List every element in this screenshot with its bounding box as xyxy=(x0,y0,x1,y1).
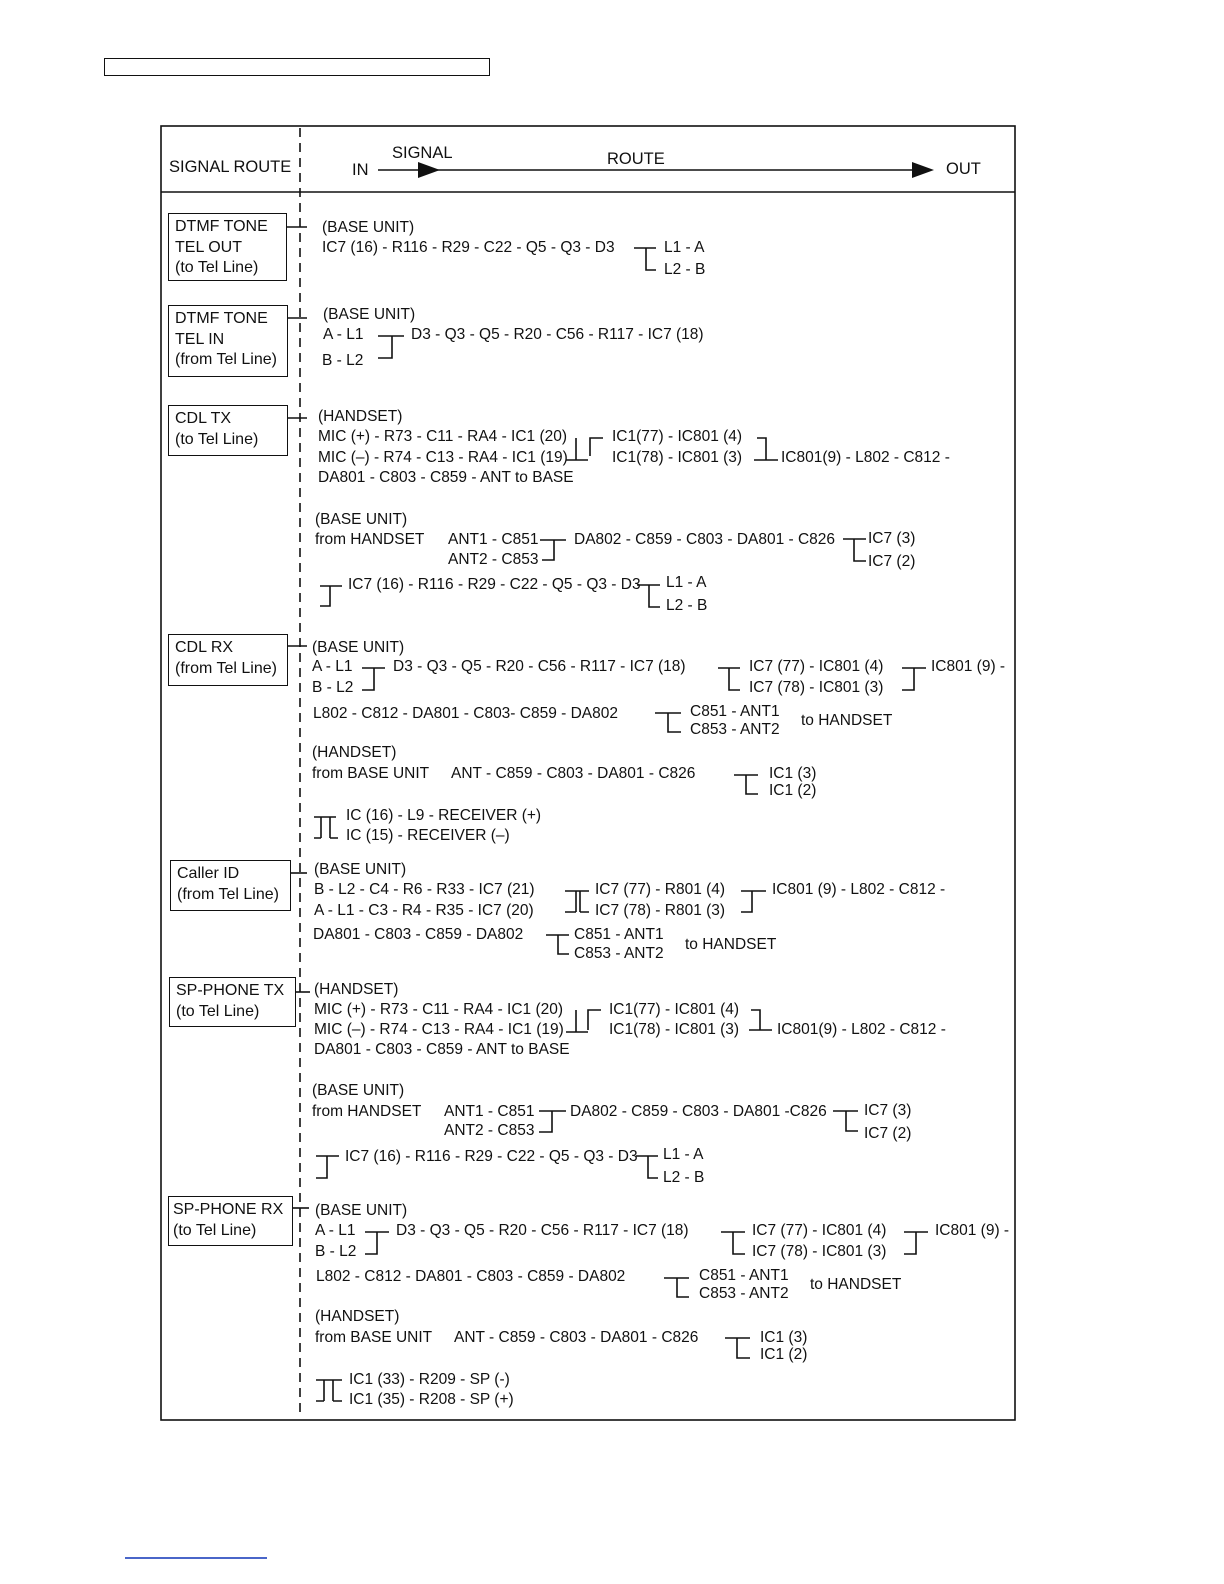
route-unit: (BASE UNIT) xyxy=(312,1082,405,1099)
route-path: IC7 (78) - R801 (3) xyxy=(595,902,726,919)
route-path: ANT1 - C851 xyxy=(444,1103,535,1120)
route-from: from BASE UNIT xyxy=(312,765,430,782)
route-out: IC7 (3) xyxy=(864,1102,912,1119)
route-path: IC7 (77) - IC801 (4) xyxy=(749,658,884,675)
route-out: L1 - A xyxy=(664,239,705,256)
route-path: D3 - Q3 - Q5 - R20 - C56 - R117 - IC7 (18) xyxy=(396,1222,689,1239)
header-route: ROUTE xyxy=(607,150,665,168)
route-path: IC1(77) - IC801 (4) xyxy=(612,428,743,445)
label-dtmf-tel-in: DTMF TONE TEL IN (from Tel Line) xyxy=(168,305,288,377)
route-out: L2 - B xyxy=(663,1169,705,1186)
route-out: C851 - ANT1 xyxy=(574,926,664,943)
route-path: L802 - C812 - DA801 - C803 - C859 - DA802 xyxy=(316,1268,626,1285)
route-path: IC7 (78) - IC801 (3) xyxy=(752,1243,887,1260)
route-unit: (BASE UNIT) xyxy=(323,306,416,323)
label-sp-phone-tx: SP-PHONE TX (to Tel Line) xyxy=(169,977,296,1027)
route-from: from HANDSET xyxy=(312,1103,422,1120)
route-path: IC7 (77) - R801 (4) xyxy=(595,881,726,898)
route-path: L802 - C812 - DA801 - C803- C859 - DA802 xyxy=(313,705,618,722)
route-path: MIC (–) - R74 - C13 - RA4 - IC1 (19) xyxy=(314,1021,564,1038)
route-path: ANT1 - C851 xyxy=(448,531,539,548)
route-out: L1 - A xyxy=(663,1146,704,1163)
route-path: IC1(78) - IC801 (3) xyxy=(612,449,743,466)
route-to: to HANDSET xyxy=(801,712,893,729)
route-path: IC7 (16) - R116 - R29 - C22 - Q5 - Q3 - D3 xyxy=(348,576,641,593)
route-path: IC801(9) - L802 - C812 - xyxy=(777,1021,946,1038)
route-out: IC7 (2) xyxy=(868,553,916,570)
route-path: IC801 (9) - xyxy=(931,658,1006,675)
label-caller-id: Caller ID (from Tel Line) xyxy=(170,860,291,911)
route-path: MIC (+) - R73 - C11 - RA4 - IC1 (20) xyxy=(314,1001,564,1018)
route-path: ANT - C859 - C803 - DA801 - C826 xyxy=(451,765,696,782)
route-out: C853 - ANT2 xyxy=(574,945,664,962)
route-unit: (HANDSET) xyxy=(314,981,399,998)
header-out: OUT xyxy=(946,160,981,178)
route-path: A - L1 - C3 - R4 - R35 - IC7 (20) xyxy=(314,902,534,919)
route-out: IC1 (2) xyxy=(769,782,817,799)
route-out: IC7 (2) xyxy=(864,1125,912,1142)
route-in: B - L2 xyxy=(322,352,364,369)
route-out: C853 - ANT2 xyxy=(690,721,780,738)
route-in: B - L2 xyxy=(315,1243,357,1260)
route-path: DA802 - C859 - C803 - DA801 - C826 xyxy=(574,531,836,548)
route-unit: (BASE UNIT) xyxy=(322,219,415,236)
route-path: IC1(78) - IC801 (3) xyxy=(609,1021,740,1038)
route-path: IC801(9) - L802 - C812 - xyxy=(781,449,950,466)
route-path: IC1 (33) - R209 - SP (-) xyxy=(349,1371,510,1388)
route-path: B - L2 - C4 - R6 - R33 - IC7 (21) xyxy=(314,881,535,898)
route-path: DA801 - C803 - C859 - ANT to BASE xyxy=(318,469,574,486)
route-path: DA801 - C803 - C859 - ANT to BASE xyxy=(314,1041,570,1058)
route-path: IC7 (16) - R116 - R29 - C22 - Q5 - Q3 - D3 xyxy=(345,1148,638,1165)
route-path: IC801 (9) - xyxy=(935,1222,1010,1239)
route-to: to HANDSET xyxy=(685,936,777,953)
route-path: IC1(77) - IC801 (4) xyxy=(609,1001,740,1018)
route-to: to HANDSET xyxy=(810,1276,902,1293)
footer-link-rule xyxy=(125,1557,267,1559)
label-sp-phone-rx: SP-PHONE RX (to Tel Line) xyxy=(168,1196,293,1246)
route-unit: (HANDSET) xyxy=(318,408,403,425)
route-out: IC7 (3) xyxy=(868,530,916,547)
label-cdl-tx: CDL TX (to Tel Line) xyxy=(168,405,288,456)
label-dtmf-tel-out: DTMF TONE TEL OUT (to Tel Line) xyxy=(168,213,287,281)
route-unit: (BASE UNIT) xyxy=(314,861,407,878)
route-path: ANT - C859 - C803 - DA801 - C826 xyxy=(454,1329,699,1346)
route-path: IC1 (35) - R208 - SP (+) xyxy=(349,1391,514,1408)
route-from: from HANDSET xyxy=(315,531,425,548)
header-in: IN xyxy=(352,161,369,179)
route-in: A - L1 xyxy=(315,1222,356,1239)
route-from: from BASE UNIT xyxy=(315,1329,433,1346)
route-path: IC7 (77) - IC801 (4) xyxy=(752,1222,887,1239)
route-unit: (BASE UNIT) xyxy=(315,1202,408,1219)
route-path: IC7 (16) - R116 - R29 - C22 - Q5 - Q3 - D3 xyxy=(322,239,615,256)
route-path: MIC (+) - R73 - C11 - RA4 - IC1 (20) xyxy=(318,428,568,445)
route-out: IC1 (3) xyxy=(760,1329,808,1346)
route-path: D3 - Q3 - Q5 - R20 - C56 - R117 - IC7 (18) xyxy=(411,326,704,343)
route-out: L2 - B xyxy=(666,597,708,614)
route-path: MIC (–) - R74 - C13 - RA4 - IC1 (19) xyxy=(318,449,568,466)
route-unit: (BASE UNIT) xyxy=(312,639,405,656)
header-signal: SIGNAL xyxy=(392,144,453,162)
route-path: ANT2 - C853 xyxy=(448,551,539,568)
route-unit: (BASE UNIT) xyxy=(315,511,408,528)
route-path: DA801 - C803 - C859 - DA802 xyxy=(313,926,524,943)
route-unit: (HANDSET) xyxy=(315,1308,400,1325)
route-out: C851 - ANT1 xyxy=(699,1267,789,1284)
route-out: C853 - ANT2 xyxy=(699,1285,789,1302)
route-path: IC801 (9) - L802 - C812 - xyxy=(772,881,946,898)
route-path: D3 - Q3 - Q5 - R20 - C56 - R117 - IC7 (18) xyxy=(393,658,686,675)
in-arrow-head xyxy=(418,162,440,178)
route-unit: (HANDSET) xyxy=(312,744,397,761)
header-signal-route: SIGNAL ROUTE xyxy=(169,158,292,176)
route-path: IC (16) - L9 - RECEIVER (+) xyxy=(346,807,542,824)
route-in: A - L1 xyxy=(323,326,364,343)
route-out: L1 - A xyxy=(666,574,707,591)
label-cdl-rx: CDL RX (from Tel Line) xyxy=(168,634,288,686)
route-path: IC7 (78) - IC801 (3) xyxy=(749,679,884,696)
route-path: IC (15) - RECEIVER (–) xyxy=(346,827,510,844)
route-in: A - L1 xyxy=(312,658,353,675)
out-arrow-head xyxy=(912,162,934,178)
route-out: IC1 (3) xyxy=(769,765,817,782)
route-path: DA802 - C859 - C803 - DA801 -C826 xyxy=(570,1103,827,1120)
route-path: ANT2 - C853 xyxy=(444,1122,535,1139)
route-in: B - L2 xyxy=(312,679,354,696)
route-out: L2 - B xyxy=(664,261,706,278)
route-out: IC1 (2) xyxy=(760,1346,808,1363)
route-out: C851 - ANT1 xyxy=(690,703,780,720)
